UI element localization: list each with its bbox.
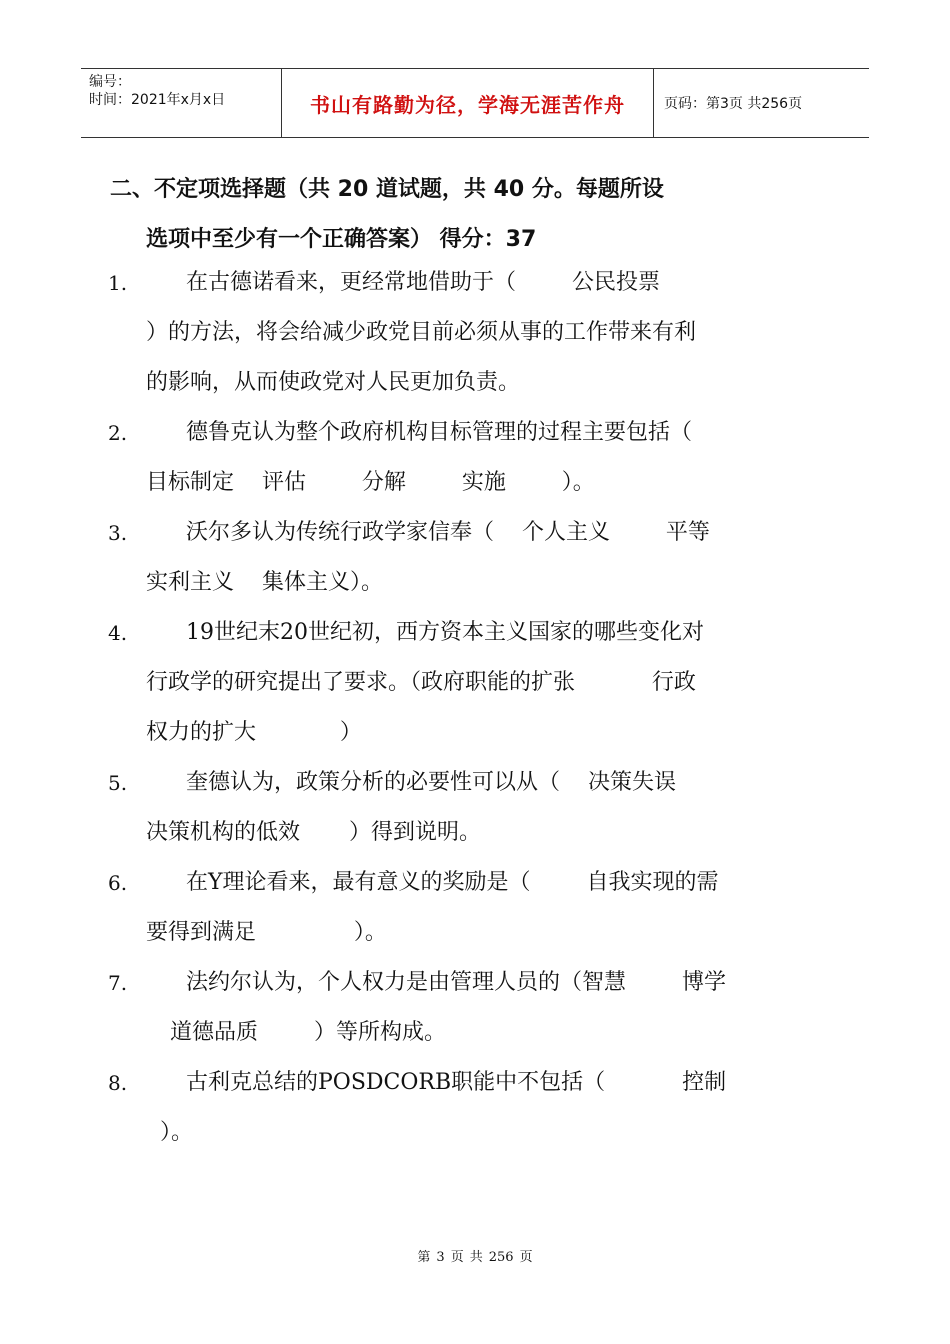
question-number: 2. xyxy=(108,421,128,445)
question-number: 3. xyxy=(108,521,128,545)
question-text-line: 道德品质 ）等所构成。 xyxy=(170,1020,446,1045)
question-text-line: 在古德诺看来，更经常地借助于（ 公民投票 xyxy=(186,270,660,295)
question-number: 8. xyxy=(108,1071,128,1095)
document-header-table xyxy=(81,68,869,138)
question-text-line: 要得到满足 ）。 xyxy=(146,920,387,945)
header-motto: 书山有路勤为径，学海无涯苦作舟 xyxy=(281,69,654,137)
question-text-line: 德鲁克认为整个政府机构目标管理的过程主要包括（ xyxy=(186,420,693,445)
header-page-info: 页码：第3页 共256页 xyxy=(664,96,803,112)
footer-total-pages: 256 xyxy=(488,1250,514,1265)
header-number-label: 编号： xyxy=(89,74,131,90)
question-number: 5. xyxy=(108,771,128,795)
footer-word-4: 页 xyxy=(519,1250,533,1265)
section-title-line2: 选项中至少有一个正确答案） 得分：37 xyxy=(146,227,537,252)
footer-word-3: 共 xyxy=(469,1250,483,1265)
question-text-line: ）。 xyxy=(160,1120,194,1145)
question-text-line: 行政学的研究提出了要求。（政府职能的扩张 行政 xyxy=(146,670,696,695)
section-title-line1: 二、不定项选择题（共 20 道试题，共 40 分。每题所设 xyxy=(110,177,664,202)
question-text-line: 在Y理论看来，最有意义的奖励是（ 自我实现的需 xyxy=(186,870,719,895)
header-meta-cell xyxy=(81,69,281,137)
question-number: 4. xyxy=(108,621,128,645)
question-text-line: 19世纪末20世纪初，西方资本主义国家的哪些变化对 xyxy=(186,620,704,645)
page-footer xyxy=(0,1246,950,1265)
footer-word-2: 页 xyxy=(450,1250,464,1265)
footer-word-1: 第 xyxy=(417,1250,431,1265)
question-text-line: 的影响，从而使政党对人民更加负责。 xyxy=(146,370,521,395)
question-number: 6. xyxy=(108,871,128,895)
footer-page-number: 3 xyxy=(436,1250,445,1265)
question-text-line: 实利主义 集体主义）。 xyxy=(146,570,383,595)
question-number: 7. xyxy=(108,971,128,995)
question-text-line: 权力的扩大 ） xyxy=(146,720,362,745)
question-text-line: 法约尔认为，个人权力是由管理人员的（智慧 博学 xyxy=(186,970,726,995)
question-text-line: 目标制定 评估 分解 实施 ）。 xyxy=(146,470,595,495)
question-text-line: ）的方法，将会给减少政党目前必须从事的工作带来有利 xyxy=(146,320,697,345)
question-text-line: 沃尔多认为传统行政学家信奉（ 个人主义 平等 xyxy=(186,520,710,545)
question-number: 1. xyxy=(108,271,128,295)
header-time-label: 时间：2021年x月x日 xyxy=(89,92,226,108)
question-text-line: 奎德认为，政策分析的必要性可以从（ 决策失误 xyxy=(186,770,676,795)
question-text-line: 决策机构的低效 ）得到说明。 xyxy=(146,820,481,845)
question-text-line: 古利克总结的POSDCORB职能中不包括（ 控制 xyxy=(186,1070,727,1095)
